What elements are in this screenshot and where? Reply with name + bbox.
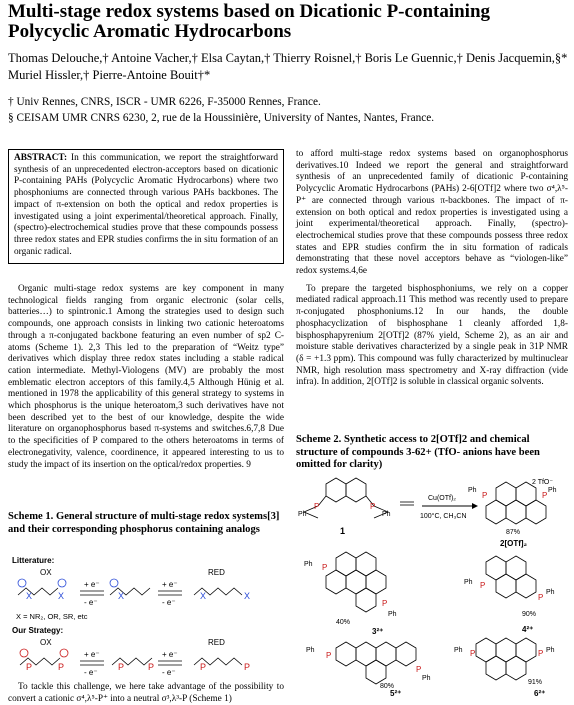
svg-text:P: P	[542, 491, 548, 500]
svg-text:P: P	[482, 491, 488, 500]
cmpd4-ph-b: Ph	[546, 589, 555, 596]
yield-6: 91%	[528, 679, 543, 686]
svg-text:X: X	[200, 591, 207, 601]
scheme1-minus-e-3: - e⁻	[84, 668, 98, 677]
svg-text:X: X	[26, 591, 33, 601]
strategy-paragraph: To tackle this challenge, we here take advantage of the possibility to convert a cationic σ⁴,λ⁵-P⁺ into a neutral σ³,λ³-P (Scheme 1)	[8, 682, 284, 704]
scheme1-plus-e-3: + e⁻	[84, 650, 100, 659]
scheme1-figure	[8, 553, 284, 683]
yield-2: 87%	[506, 529, 521, 536]
compound-3-structure	[326, 552, 386, 612]
svg-text:P: P	[148, 662, 155, 672]
paper-title: Multi-stage redox systems based on Dicationic P-containing Polycyclic Aromatic Hydrocarbons	[8, 1, 491, 42]
scheme1-equilibrium-arrows-1	[80, 591, 182, 595]
affiliation-2: § CEISAM UMR CNRS 6230, 2, rue de la Houssinière, University of Nantes, Nantes, France.	[8, 112, 435, 124]
abstract-label: ABSTRACT:	[14, 153, 68, 163]
intro-paragraph: Organic multi-stage redox systems are key component in many technological fields ranging from organic electronic (solar cells, batteries…) to spintronic.1 Among the strategies used to design such compounds, one approach consists in linking two cationic heteroatoms through a π-conjugated backbone featuring an even number of sp2 C-atoms (Scheme 1). 2,3 This led to the preparation of “Weitz type” derivatives which display three redox states including a stable radical cation intermediate. Methyl-Viologens (MV) are probably the most emblematic electron acceptors of this family.4,5 Although Hünig et al. mentioned in 1978 the applicability of this general strategy to systems in which phosphorus is the unique heteroatom,3 such derivatives have not been described yet to the best of our knowledge, despite the wide literature on organophosphorus based π-systems and switches.6,7,8 Due to the specificities of P compared to the others heteroatoms in terms of electronegativity, valence, coordinence, it appeared interesting to us to study the impact of its insertion on the optical/redox properties. 9	[8, 284, 284, 470]
scheme1-ox-label-2: OX	[40, 638, 52, 647]
scheme1-ox-label: OX	[40, 568, 52, 577]
cmpd2-ph-a: Ph	[468, 487, 477, 494]
svg-text:P: P	[538, 593, 544, 602]
compound-4-label: 4²⁺	[522, 625, 534, 634]
scheme2-figure	[296, 476, 568, 698]
left-column-bottom	[8, 682, 284, 705]
svg-text:X: X	[58, 591, 65, 601]
cmpd2-tfo: 2 TfO⁻	[532, 479, 554, 486]
svg-text:P: P	[118, 662, 125, 672]
cmpd1-ph-a: Ph	[298, 511, 307, 518]
compound-5-label: 5²⁺	[390, 689, 402, 698]
cmpd6-ph-a: Ph	[454, 647, 463, 654]
compound-2-structure	[486, 482, 546, 524]
svg-text:P: P	[538, 649, 544, 658]
author-list: Thomas Delouche,† Antoine Vacher,† Elsa Caytan,† Thierry Roisnel,† Boris Le Guennic,† Denis Jacquemin,§* Muriel Hissler,† Pierre-Antoine Bouit†*	[8, 51, 568, 82]
scheme1-plus-e-2: + e⁻	[162, 580, 178, 589]
cmpd5-ph-a: Ph	[306, 647, 315, 654]
svg-text:P: P	[26, 662, 33, 672]
left-column	[8, 284, 284, 471]
scheme1-equilibrium-arrows-2	[80, 661, 182, 665]
svg-text:X: X	[244, 591, 251, 601]
compound-1-label: 1	[340, 526, 346, 536]
scheme1-red-label-2: RED	[208, 638, 225, 647]
affiliation-1: † Univ Rennes, CNRS, ISCR - UMR 6226, F-35000 Rennes, France.	[8, 96, 321, 108]
scheme1-red-label: RED	[208, 568, 225, 577]
yield-3: 40%	[336, 619, 351, 626]
right-column	[296, 149, 568, 389]
scheme1-radical-structure	[110, 579, 150, 595]
abstract-text: In this communication, we report the straightforward synthesis of an unprecedented electron-acceptors based on dicationic P-containing PAHs (Polycyclic Aromatic Hydrocarbons) where two phosphoniums are connected through various PAHs backbones. The impact of π-extension on both the optical and redox properties is investigated using a joint experimental/theoretical approach. Finally, (spectro)-electrochemical studies prove that these compounds possess three redox states and EPR studies confirms the in situ formation of an organic radical.	[14, 153, 278, 257]
cmpd1-ph-b: Ph	[382, 511, 391, 518]
scheme1-literature-label: Litterature:	[12, 556, 55, 565]
svg-text:P: P	[58, 662, 65, 672]
scheme1-caption: Scheme 1. General structure of multi-stage redox systems[3] and their corresponding phosphorus containing analogs	[8, 511, 280, 535]
compound-6-structure	[476, 638, 536, 680]
cmpd5-ph-b: Ph	[422, 675, 431, 682]
svg-text:P: P	[314, 502, 320, 511]
svg-text:P: P	[200, 662, 207, 672]
abstract-box	[8, 149, 284, 264]
scheme1-minus-e-1: - e⁻	[84, 598, 98, 607]
compound-6-label: 6²⁺	[534, 689, 546, 698]
scheme1-plus-e-4: + e⁻	[162, 650, 178, 659]
reagent-label: Cu(OTf)₂	[428, 495, 456, 502]
svg-text:P: P	[480, 581, 486, 590]
compound-5-structure	[336, 642, 416, 684]
compound-2-label: 2[OTf]₂	[500, 539, 528, 548]
svg-text:P: P	[244, 662, 251, 672]
cmpd3-ph-a: Ph	[304, 561, 313, 568]
yield-5: 80%	[380, 683, 395, 690]
continued-paragraph: to afford multi-stage redox systems based on organophosphorus derivatives.10 Indeed we report the general and straightforward synthesis of an unprecedented family of dicationic P-containing Polycyclic Aromatic Hydrocarbons (PAHs) 2-6[OTf]2 where two σ⁴,λ⁵-P⁺ are connected through various π-backbones. The impact of π-extension on both optical and redox properties is investigated using a joint experimental/theoretical approach. Finally, (spectro)-electrochemical studies prove that these compounds possess three redox states and EPR studies confirm the in situ formation of radicals demonstrating that these novel acceptors behave as “viologen-like” redox systems.4,6e	[296, 149, 568, 277]
conditions-label: 100°C, CH₃CN	[420, 513, 467, 520]
scheme1-minus-e-2: - e⁻	[162, 598, 176, 607]
svg-text:P: P	[322, 563, 328, 572]
scheme1-minus-e-4: - e⁻	[162, 668, 176, 677]
cmpd3-ph-b: Ph	[388, 611, 397, 618]
cmpd4-ph-a: Ph	[464, 579, 473, 586]
cmpd6-ph-b: Ph	[546, 647, 555, 654]
cmpd2-ph-b: Ph	[548, 487, 557, 494]
compound-4-structure	[486, 556, 536, 598]
svg-text:P: P	[416, 665, 422, 674]
compound-3-label: 3²⁺	[372, 627, 384, 636]
synthesis-paragraph: To prepare the targeted bisphosphoniums, we rely on a copper mediated radical approach.11 This method was recently used to prepare π-conjugated phosphoniums.12 In our hands, the double phosphacyclization of bisphosphane 1 cleanly afforded 1,8-bisphosphapyrenium 2[OTf]2 (87% yield, Scheme 2), as an air and moisture stable derivatives characterized by a single peak in 31P NMR (δ = +1.3 ppm). This compound was fully characterized by multinuclear NMR, high resolution mass spectrometry and X-ray diffraction (vide infra). In addition, 2[OTf]2 is soluble in classical organic solvents.	[296, 283, 568, 388]
svg-text:P: P	[326, 651, 332, 660]
svg-text:X: X	[118, 591, 125, 601]
scheme2-caption: Scheme 2. Synthetic access to 2[OTf]2 and chemical structure of compounds 3-62+ (TfO- anions have been omitted for clarity)	[296, 434, 540, 471]
svg-text:P: P	[470, 649, 476, 658]
scheme1-x-note: X = NR₂, OR, SR, etc	[16, 612, 88, 621]
yield-4: 90%	[522, 611, 537, 618]
scheme1-plus-e-1: + e⁻	[84, 580, 100, 589]
scheme1-strategy-label: Our Strategy:	[12, 626, 64, 635]
svg-text:P: P	[370, 502, 376, 511]
compound-1-structure	[304, 478, 388, 518]
svg-text:P: P	[382, 599, 388, 608]
